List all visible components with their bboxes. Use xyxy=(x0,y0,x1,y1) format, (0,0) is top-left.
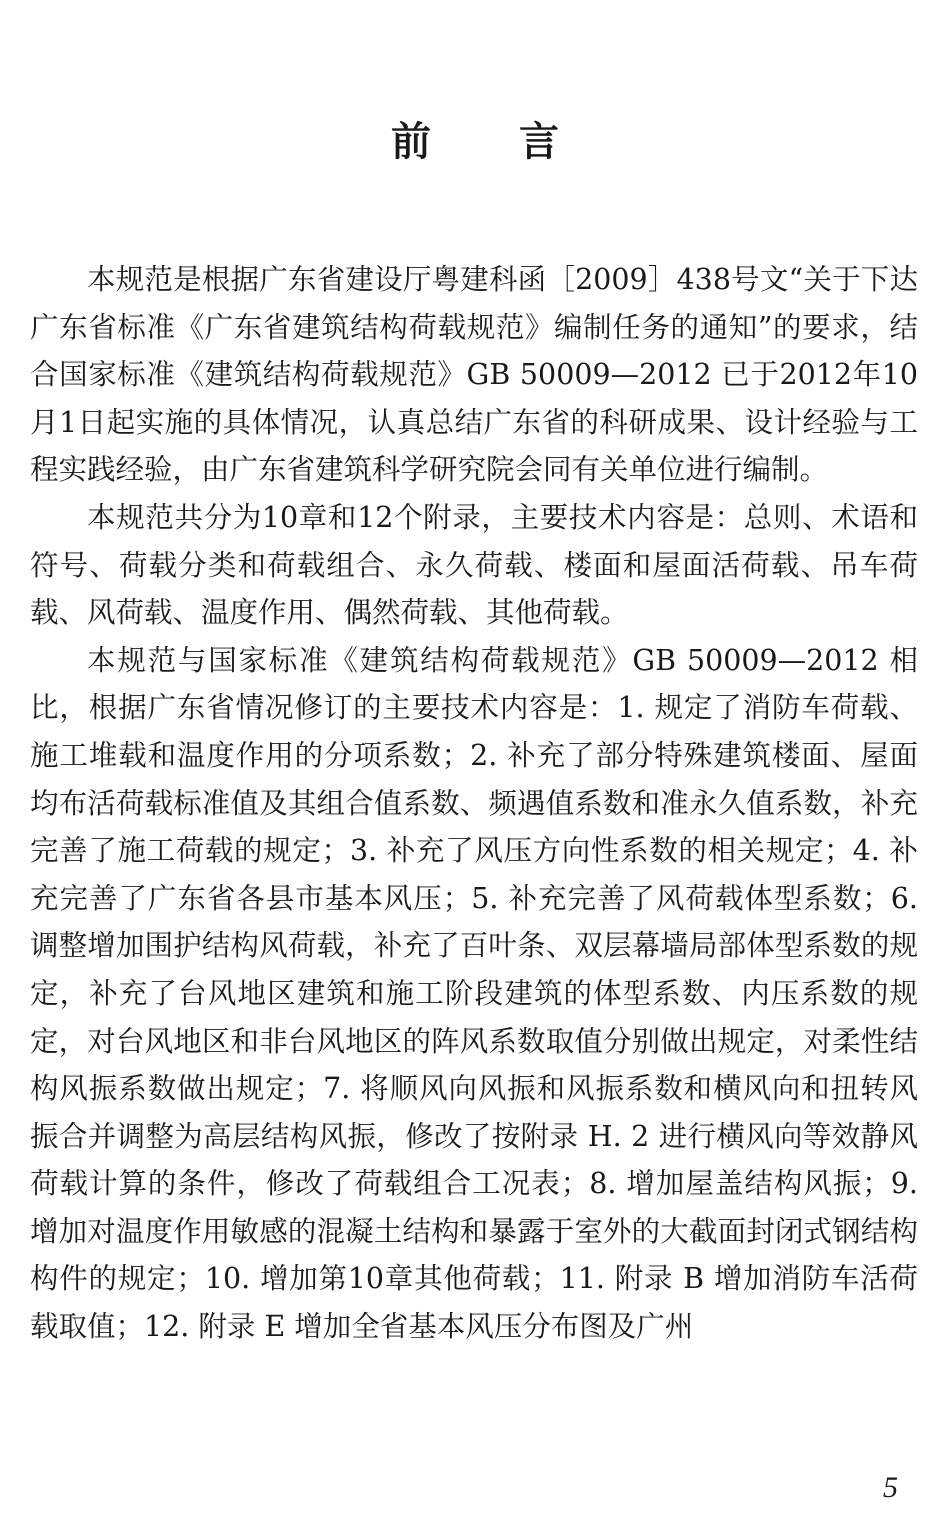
paragraph-revision-details: 本规范与国家标准《建筑结构荷载规范》GB 50009—2012 相比，根据广东省情况修订的主要技术内容是：1. 规定了消防车荷载、施工堆载和温度作用的分项系数；2. 补充了部分特殊建筑楼面、屋面均布活荷载标准值及其组合值系数、频遇值系数和准永久值系数，补充完善了施工荷载的规定；3. 补充了风压方向性系数的相关规定；4. 补充完善了广东省各县市基本风压；5. 补充完善了风荷载体型系数；6. 调整增加围护结构风荷载，补充了百叶条、双层幕墙局部体型系数的规定，补充了台风地区建筑和施工阶段建筑的体型系数、内压系数的规定，对台风地区和非台风地区的阵风系数取值分别做出规定，对柔性结构风振系数做出规定；7. 将顺风向风振和风振系数和横风向和扭转风振合并调整为高层结构风振，修改了按附录 H. 2 进行横风向等效静风荷载计算的条件，修改了荷载组合工况表；8. 增加屋盖结构风振；9. 增加对温度作用敏感的混凝土结构和暴露于室外的大截面封闭式钢结构构件的规定；10. 增加第10章其他荷载；11. 附录 B 增加消防车活荷载取值；12. 附录 E 增加全省基本风压分布图及广州 xyxy=(30,643,918,1344)
paragraph-content-summary: 本规范共分为10章和12个附录，主要技术内容是：总则、术语和符号、荷载分类和荷载组合、永久荷载、楼面和屋面活荷载、吊车荷载、风荷载、温度作用、偶然荷载、其他荷载。 xyxy=(30,500,918,630)
page-title: 前言 xyxy=(391,119,647,165)
preface-body xyxy=(30,256,918,1351)
paragraph-compilation-basis: 本规范是根据广东省建设厅粤建科函［2009］438号文“关于下达广东省标准《广东省建筑结构荷载规范》编制任务的通知”的要求，结合国家标准《建筑结构荷载规范》GB 50009—2012 已于2012年10月1日起实施的具体情况，认真总结广东省的科研成果、设计经验与工程实践经验，由广东省建筑科学研究院会同有关单位进行编制。 xyxy=(30,263,918,487)
page-number: 5 xyxy=(883,1471,898,1504)
